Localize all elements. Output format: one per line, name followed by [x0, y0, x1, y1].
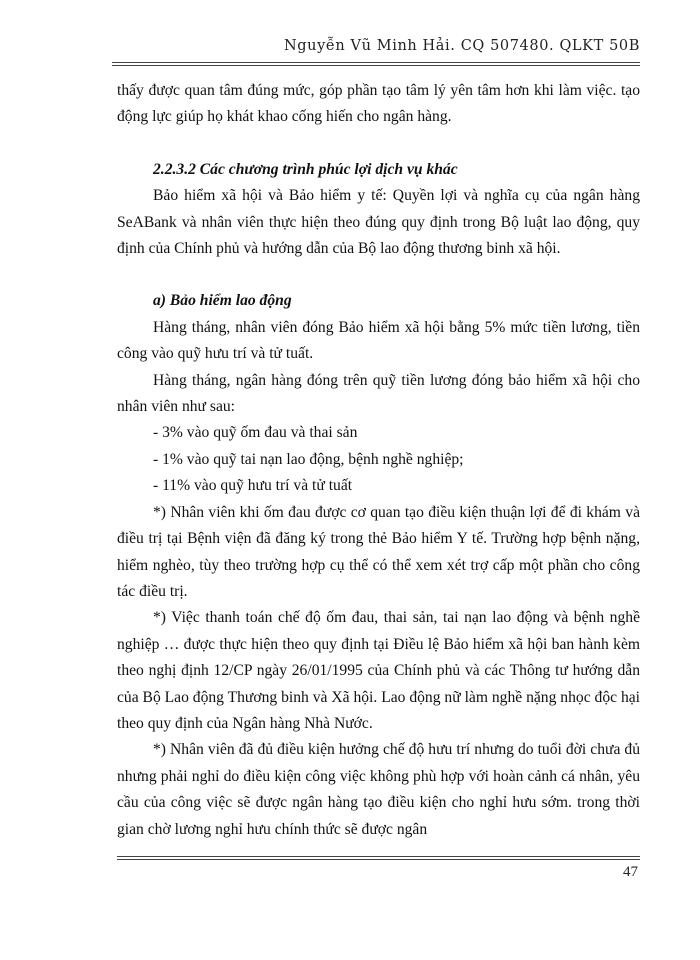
paragraph-insurance-intro: Bảo hiểm xã hội và Bảo hiểm y tế: Quyền lợi và nghĩa cụ của ngân hàng SeABank và nhân viên thực hiện theo đúng quy định trong Bộ luật lao động, quy định của Chính phủ và hướng dẫn của Bộ lao động thương binh xã hội.: [117, 187, 640, 258]
list-item: - 11% vào quỹ hưu trí và tử tuất: [153, 477, 353, 495]
paragraph-payment-regime: *) Việc thanh toán chế độ ốm đau, thai sản, tai nạn lao động và bệnh nghề nghiệp … được thực hiện theo quy định tại Điều lệ Bảo hiểm xã hội ban hành kèm theo nghị định 12/CP ngày 26/01/1995 của Chính phủ và các Thông tư hướng dẫn của Bộ Lao động Thương binh và Xã hội. Lao động nữ làm nghề nặng nhọc độc hại theo quy định của Ngân hàng Nhà Nước.: [117, 609, 640, 732]
running-header: Nguyễn Vũ Minh Hải. CQ 507480. QLKT 50B: [283, 38, 640, 54]
footer-rule: [117, 856, 640, 860]
page-body: [117, 78, 640, 843]
page-number: 47: [623, 864, 638, 880]
paragraph-bank-contribution: Hàng tháng, ngân hàng đóng trên quỹ tiền lương đóng bảo hiểm xã hội cho nhân viên như sau:: [117, 371, 640, 416]
list-item: - 1% vào quỹ tai nạn lao động, bệnh nghề nghiệp;: [153, 450, 464, 468]
subsection-heading-a: a) Bảo hiểm lao động: [153, 292, 292, 310]
paragraph-continuation: thấy được quan tâm đúng mức, góp phần tạo tâm lý yên tâm hơn khi làm việc. tạo động lực giúp họ khát khao cống hiến cho ngân hàng.: [117, 82, 640, 126]
list-item: - 3% vào quỹ ốm đau và thai sản: [153, 424, 358, 442]
paragraph-sick-care: *) Nhân viên khi ốm đau được cơ quan tạo điều kiện thuận lợi để đi khám và điều trị tại Bệnh viện đã đăng ký trong thẻ Bảo hiểm Y tế. Trường hợp bệnh nặng, hiểm nghèo, tùy theo trường hợp cụ thể có thể xem xét trợ cấp một phần cho công tác điều trị.: [117, 503, 640, 600]
paragraph-early-retirement: *) Nhân viên đã đủ điều kiện hưởng chế độ hưu trí nhưng do tuổi đời chưa đủ nhưng phải nghỉ do điều kiện công việc không phù hợp với hoàn cảnh cá nhân, yêu cầu của công việc sẽ được ngân hàng tạo điều kiện cho nghỉ hưu sớm. trong thời gian chờ lương nghỉ hưu chính thức sẽ được ngân: [117, 741, 640, 838]
paragraph-employee-contribution: Hàng tháng, nhân viên đóng Bảo hiểm xã hội bằng 5% mức tiền lương, tiền công vào quỹ hưu trí và tử tuất.: [117, 318, 640, 363]
header-rule: [112, 62, 640, 66]
section-heading-2-2-3-2: 2.2.3.2 Các chương trình phúc lợi dịch vụ khác: [153, 160, 458, 178]
